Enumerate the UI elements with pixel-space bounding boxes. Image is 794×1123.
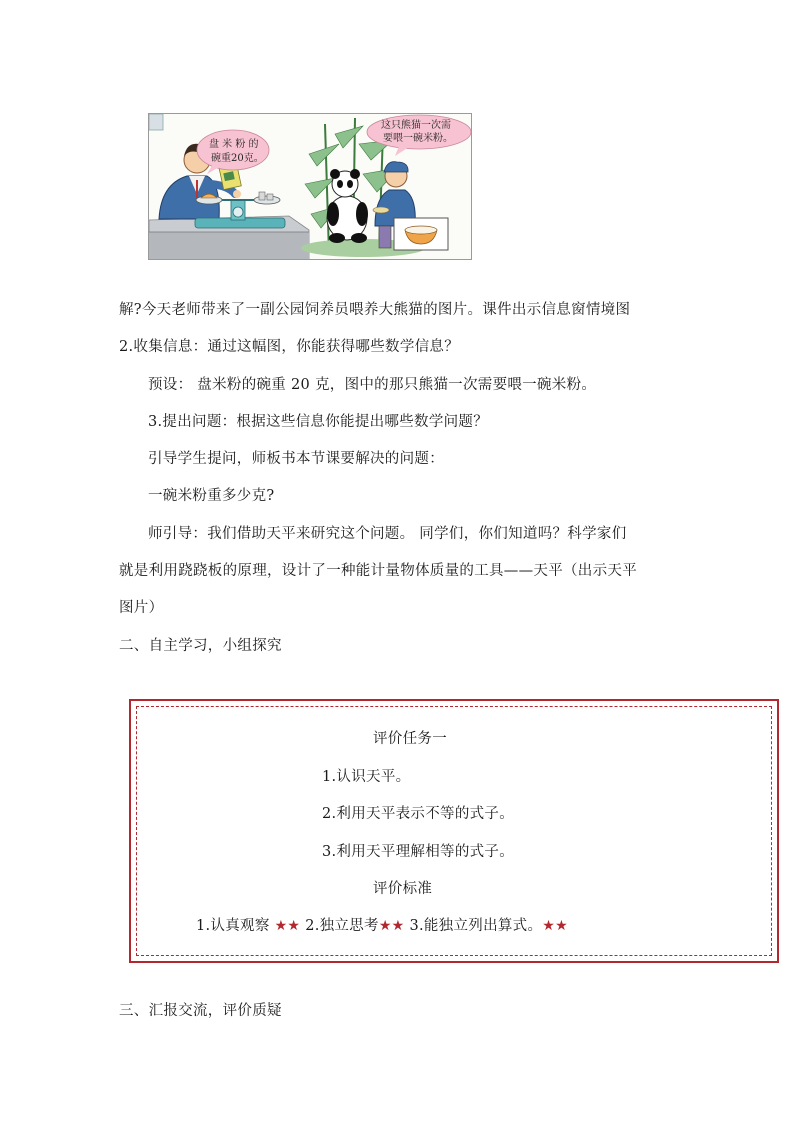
guide-students-text: 引导学生提问，师板书本节课要解决的问题： (148, 451, 444, 467)
bubble-left-line-2: 碗重20克。 (211, 153, 264, 164)
rice-bowl-inset (394, 218, 448, 250)
evaluation-task-title: 评价任务一 (373, 731, 447, 747)
textbook-illustration (148, 113, 472, 260)
criterion-1-label: 1.认真观察 (196, 918, 270, 934)
section-2-heading: 二、自主学习，小组探究 (119, 638, 282, 654)
key-question: 一碗米粉重多少克? (148, 488, 275, 504)
collect-info-heading: 2.收集信息：通过这幅图，你能获得哪些数学信息？ (119, 339, 460, 355)
preset-answer: 预设： 盘米粉的碗重 20 克，图中的那只熊猫一次需要喂一碗米粉。 (148, 377, 597, 393)
criterion-2-stars: ★★ (378, 918, 405, 934)
ask-question-heading: 3.提出问题：根据这些信息你能提出哪些数学问题？ (148, 414, 489, 430)
intro-paragraph: 解?今天老师带来了一副公园饲养员喂养大熊猫的图片。课件出示信息窗情境图 (119, 302, 631, 318)
criterion-3-stars: ★★ (542, 918, 568, 934)
evaluation-task-2: 2.利用天平表示不等的式子。 (322, 806, 515, 822)
teacher-guide-line-3: 图片） (119, 600, 164, 616)
teacher-guide-line-1: 师引导：我们借助天平来研究这个问题。 同学们，你们知道吗？科学家们 (148, 526, 627, 542)
criterion-3-label: 3.能独立列出算式。 (409, 918, 543, 934)
illustration-drawing (149, 114, 471, 259)
bubble-left-line-1: 盘 米 粉 的 (209, 139, 259, 150)
bubble-right-line-2: 要喂一碗米粉。 (383, 133, 453, 144)
criterion-2-label: 2.独立思考 (305, 918, 379, 934)
criterion-1-stars: ★★ (274, 918, 301, 934)
evaluation-task-3: 3.利用天平理解相等的式子。 (322, 844, 515, 860)
evaluation-criteria-row (196, 914, 568, 935)
evaluation-standard-title: 评价标准 (373, 881, 433, 897)
teacher-guide-line-2: 就是利用跷跷板的原理，设计了一种能计量物体质量的工具——天平（出示天平 (119, 563, 637, 579)
bubble-right-line-1: 这只熊猫一次需 (381, 120, 451, 131)
section-3-heading: 三、汇报交流，评价质疑 (119, 1003, 282, 1019)
evaluation-task-1: 1.认识天平。 (322, 769, 411, 785)
